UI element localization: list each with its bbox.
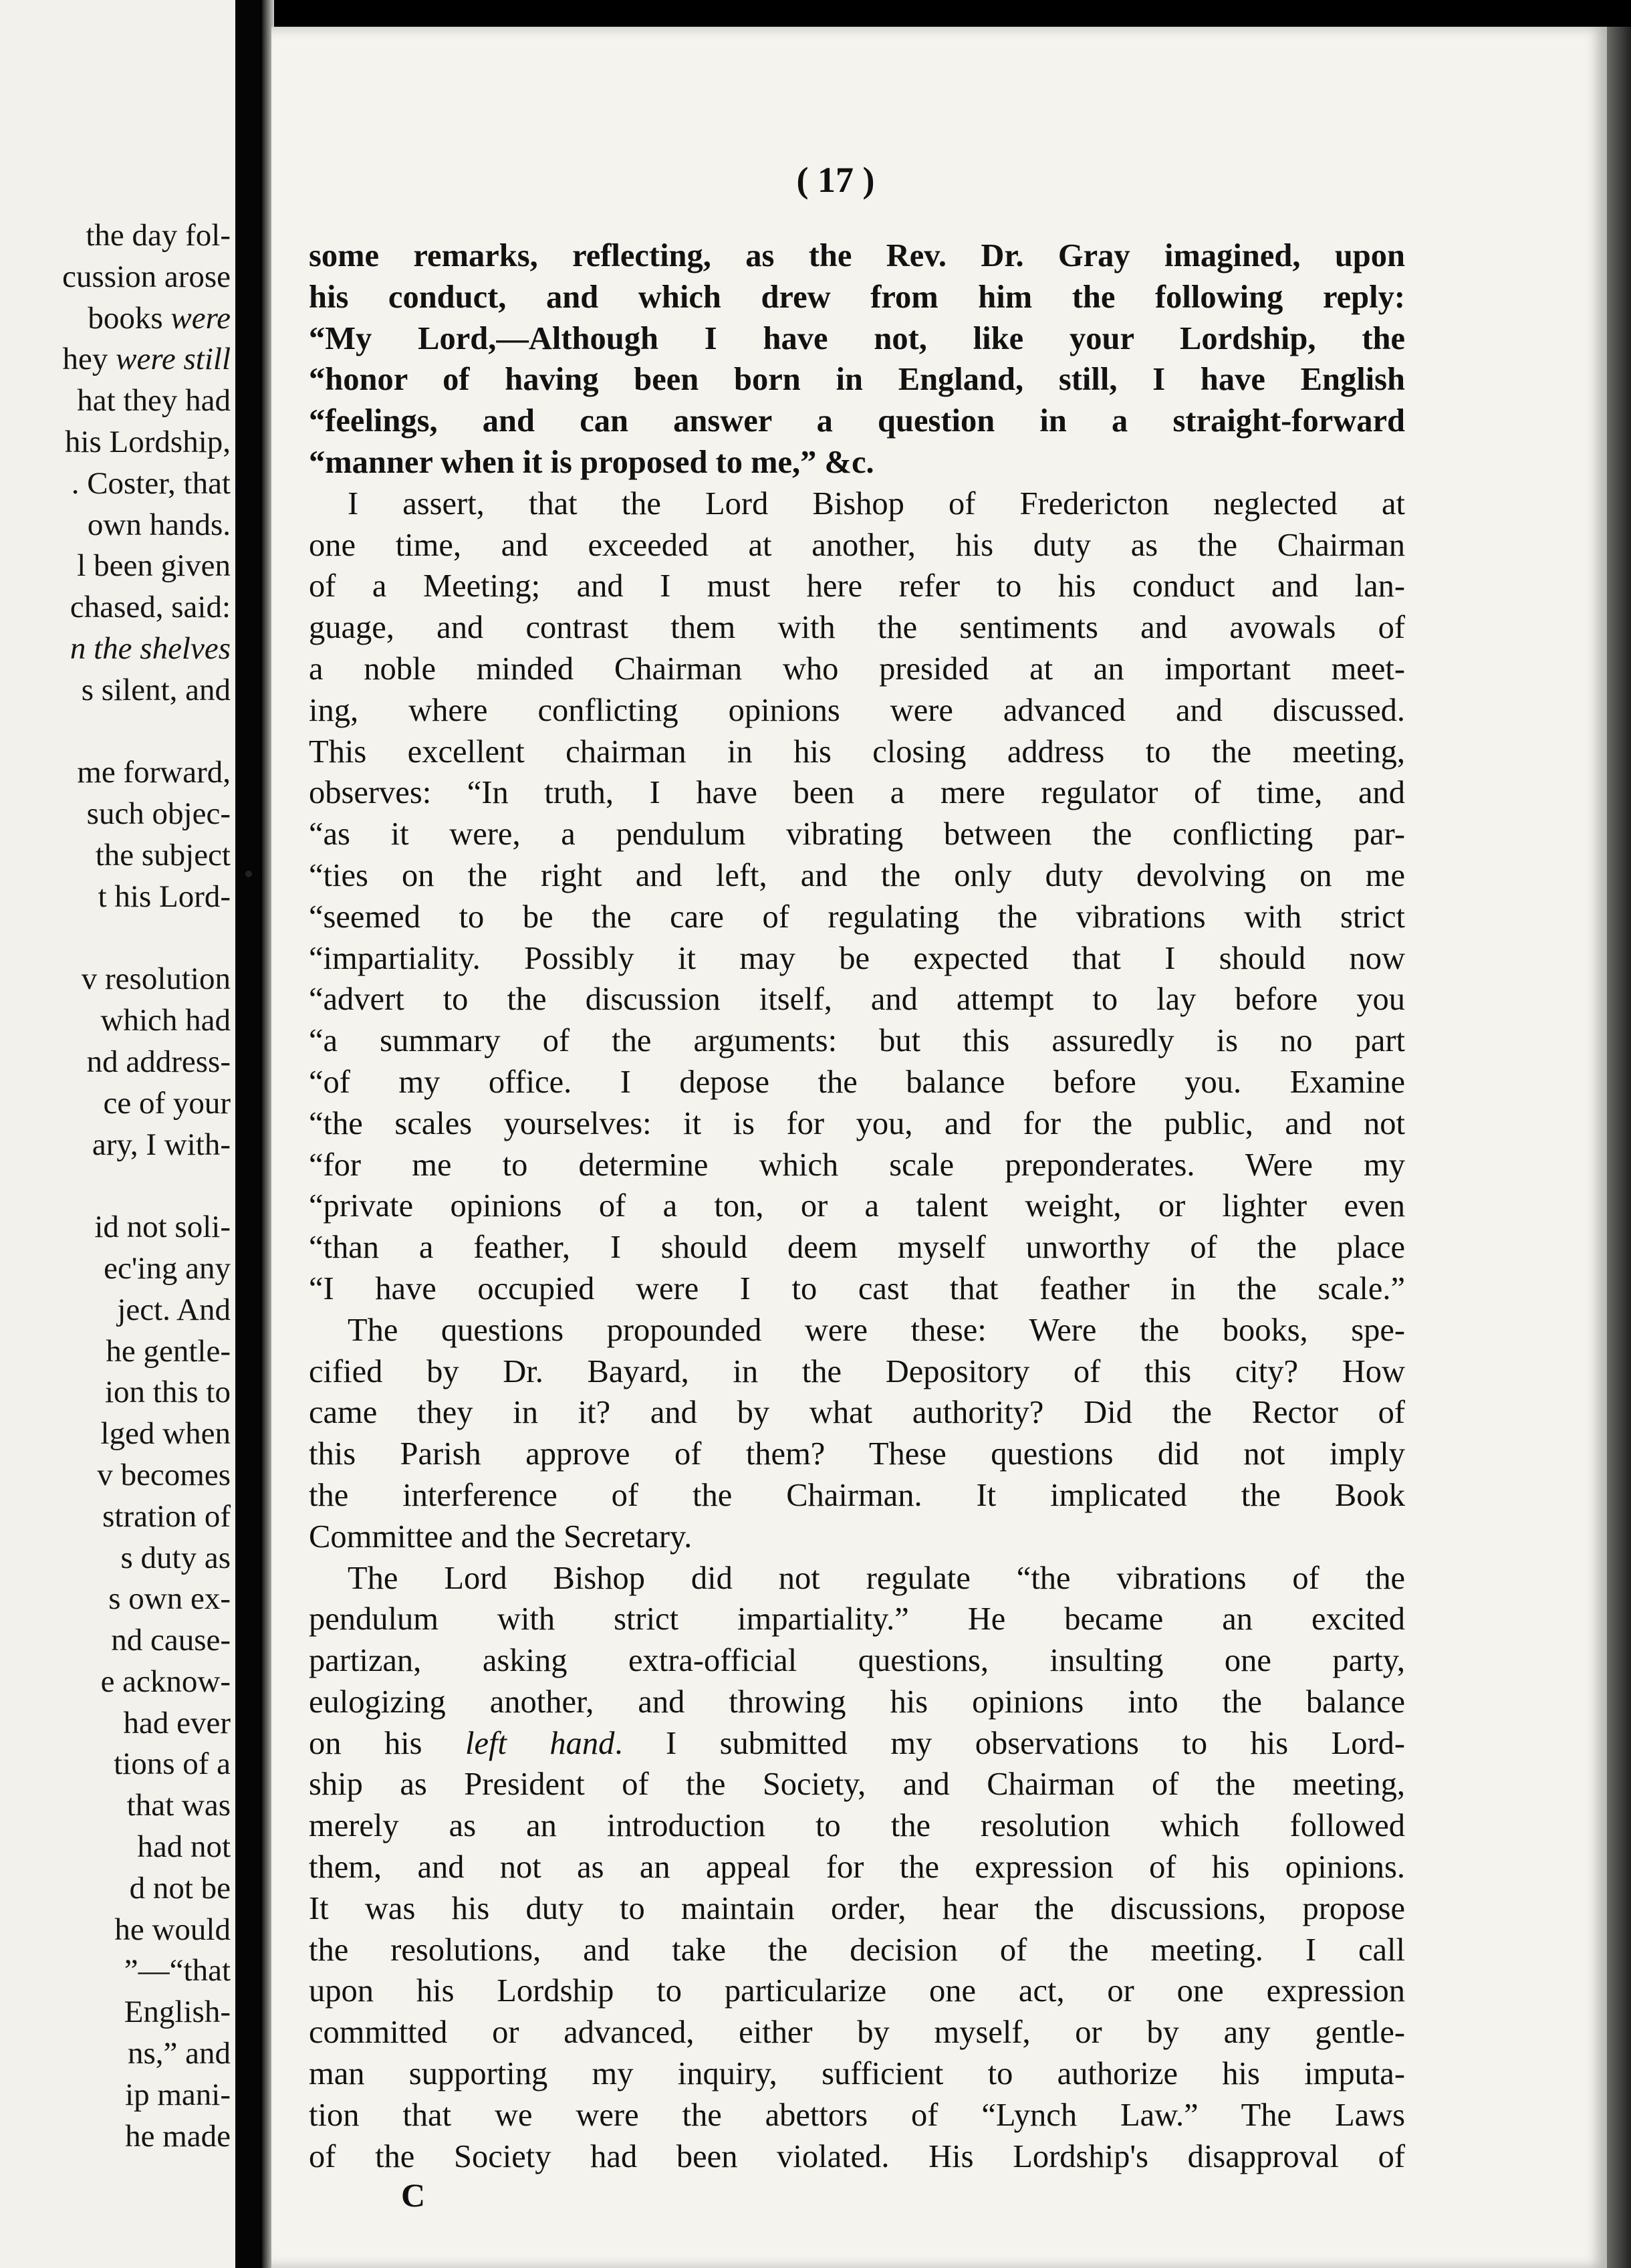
page-number: ( 17 ) <box>796 160 875 200</box>
previous-page-line: v becomes <box>97 1457 231 1492</box>
text-line: of a Meeting; and I must here refer to his conduct and lan- <box>309 568 1405 604</box>
text-line: Committee and the Secretary. <box>309 1518 693 1555</box>
text-line: his conduct, and which drew from him the following reply: <box>309 279 1405 315</box>
text-line: “manner when it is proposed to me,” &c. <box>309 444 874 480</box>
text-line: “than a feather, I should deem myself unworthy of the place <box>309 1230 1405 1266</box>
previous-page-line: ary, I with- <box>92 1127 231 1162</box>
previous-page-line: which had <box>100 1003 231 1038</box>
previous-page-line: he made <box>125 2118 231 2154</box>
text-line: a noble minded Chairman who presided at an important meet- <box>309 651 1405 687</box>
previous-page-line: stration of <box>102 1498 231 1534</box>
previous-page-line: that was <box>126 1788 231 1823</box>
previous-page-line: the subject <box>95 837 231 873</box>
text-line: “private opinions of a ton, or a talent weight, or lighter even <box>309 1188 1405 1224</box>
text-line: It was his duty to maintain order, hear the discussions, propose <box>309 1890 1405 1926</box>
text-line: “impartiality. Possibly it may be expected that I should now <box>309 940 1405 976</box>
text-line: pendulum with strict impartiality.” He became an excited <box>309 1601 1405 1637</box>
previous-page-line: ject. And <box>117 1292 231 1327</box>
previous-page-line: nd address- <box>86 1044 231 1079</box>
text-line: committed or advanced, either by myself, or by any gentle- <box>309 2015 1405 2051</box>
text-line: “ties on the right and left, and the only duty devolving on me <box>309 857 1405 893</box>
text-line: guage, and contrast them with the sentiments and avowals of <box>309 610 1405 646</box>
previous-page-line: s silent, and <box>81 672 231 707</box>
text-line: cified by Dr. Bayard, in the Depository of this city? How <box>309 1353 1405 1389</box>
previous-page-line: the day fol- <box>86 218 231 253</box>
text-line: observes: “In truth, I have been a mere regulator of time, and <box>309 775 1405 811</box>
text-line: this Parish approve of them? These questions did not imply <box>309 1436 1405 1472</box>
margin-mark <box>245 871 252 877</box>
text-line: one time, and exceeded at another, his duty as the Chairman <box>309 527 1405 563</box>
text-line: “for me to determine which scale preponderates. Were my <box>309 1147 1405 1183</box>
previous-page-line: n the shelves <box>70 631 231 666</box>
text-line: ing, where conflicting opinions were advanced and discussed. <box>309 692 1405 728</box>
text-line: I assert, that the Lord Bishop of Fredericton neglected at <box>348 485 1405 522</box>
previous-page-line: had not <box>137 1829 231 1865</box>
previous-page-line: me forward, <box>77 755 231 790</box>
previous-page-line: own hands. <box>87 507 231 542</box>
text-line: eulogizing another, and throwing his opinions into the balance <box>309 1684 1405 1720</box>
previous-page-line: chased, said: <box>70 590 231 625</box>
previous-page-line: hey were still <box>62 342 231 377</box>
text-line: “seemed to be the care of regulating the vibrations with strict <box>309 899 1405 935</box>
previous-page-line: had ever <box>123 1705 231 1740</box>
previous-page-line: . Coster, that <box>71 465 231 501</box>
previous-page-line: ”—“that <box>124 1953 231 1989</box>
text-line: The Lord Bishop did not regulate “the vibrations of the <box>348 1560 1405 1596</box>
previous-page-line: his Lordship, <box>64 424 231 459</box>
text-line: on his left hand. I submitted my observations to his Lord- <box>309 1725 1405 1761</box>
previous-page-line: English- <box>124 1995 231 2030</box>
previous-page-line: hat they had <box>77 383 231 419</box>
previous-page-line: ec'ing any <box>104 1250 231 1286</box>
text-line: “I have occupied were I to cast that feather in the scale.” <box>309 1270 1405 1307</box>
text-line: merely as an introduction to the resolution which followed <box>309 1808 1405 1844</box>
previous-page-line: ce of your <box>103 1085 231 1121</box>
text-line: the resolutions, and take the decision of the meeting. I call <box>309 1932 1405 1968</box>
previous-page-line: nd cause- <box>111 1623 231 1658</box>
previous-page-line: l been given <box>77 548 231 584</box>
text-line: “honor of having been born in England, still, I have English <box>309 362 1405 398</box>
text-line: “feelings, and can answer a question in a straight-forward <box>309 403 1405 439</box>
previous-page-line: he would <box>114 1912 231 1947</box>
text-line: “a summary of the arguments: but this assuredly is no part <box>309 1023 1405 1059</box>
previous-page-line: s own ex- <box>108 1581 231 1617</box>
text-line: upon his Lordship to particularize one act, or one expression <box>309 1973 1405 2009</box>
text-line: The questions propounded were these: Were the books, spe- <box>348 1312 1405 1348</box>
text-line: some remarks, reflecting, as the Rev. Dr. Gray imagined, upon <box>309 238 1405 273</box>
previous-page-line: s duty as <box>120 1540 231 1575</box>
text-line: “of my office. I depose the balance before you. Examine <box>309 1064 1405 1100</box>
previous-page-line: books were <box>88 300 231 336</box>
page-fore-edge <box>1607 27 1631 2268</box>
text-line: came they in it? and by what authority? Did the Rector of <box>309 1395 1405 1431</box>
text-line: “as it were, a pendulum vibrating between the conflicting par- <box>309 816 1405 853</box>
previous-page-line: d not be <box>129 1870 231 1906</box>
text-line: man supporting my inquiry, sufficient to authorize his imputa- <box>309 2056 1405 2092</box>
text-line: This excellent chairman in his closing address to the meeting, <box>309 733 1405 770</box>
previous-page-line <box>0 1165 231 1207</box>
text-line: of the Society had been violated. His Lordship's disapproval of <box>309 2138 1405 2174</box>
signature-mark: C <box>401 2176 426 2214</box>
previous-page-fragment <box>0 0 235 2268</box>
previous-page-line: lged when <box>100 1416 231 1452</box>
previous-page-line: cussion arose <box>62 259 231 294</box>
previous-page-line <box>0 711 231 753</box>
text-line: tion that we were the abettors of “Lynch Law.” The Laws <box>309 2097 1405 2133</box>
text-line: ship as President of the Society, and Chairman of the meeting, <box>309 1767 1405 1803</box>
body-text <box>309 235 1405 2177</box>
previous-page-line: t his Lord- <box>98 879 231 914</box>
text-line: “My Lord,—Although I have not, like your Lordship, the <box>309 320 1405 356</box>
text-line: “advert to the discussion itself, and attempt to lay before you <box>309 982 1405 1018</box>
text-line: partizan, asking extra-official questions, insulting one party, <box>309 1643 1405 1679</box>
previous-page-line: such objec- <box>86 796 231 832</box>
previous-page-text <box>0 215 231 2157</box>
previous-page-line: id not soli- <box>94 1210 231 1245</box>
previous-page-line: he gentle- <box>106 1333 231 1369</box>
text-line: “the scales yourselves: it is for you, and for the public, and not <box>309 1105 1405 1141</box>
previous-page-line: tions of a <box>114 1746 231 1782</box>
previous-page-line: v resolution <box>81 961 231 997</box>
text-line: them, and not as an appeal for the expression of his opinions. <box>309 1849 1405 1886</box>
previous-page-line: ip mani- <box>125 2077 231 2112</box>
previous-page-line: ns,” and <box>127 2036 231 2071</box>
text-line: the interference of the Chairman. It implicated the Book <box>309 1477 1405 1513</box>
previous-page-line: e acknow- <box>100 1664 231 1699</box>
previous-page-line <box>0 918 231 959</box>
previous-page-line: ion this to <box>104 1375 231 1410</box>
